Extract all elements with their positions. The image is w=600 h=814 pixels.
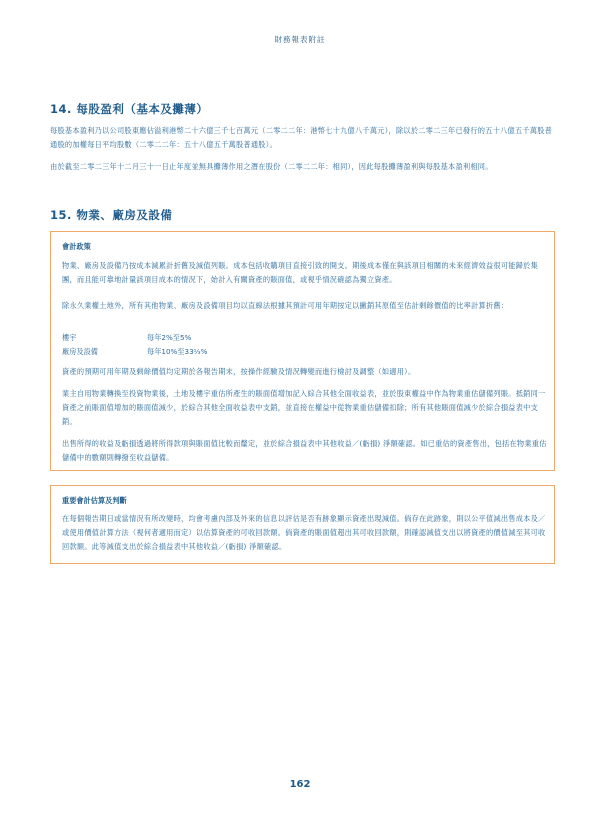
critical-estimates-title: 重要會計估算及判斷	[62, 496, 127, 505]
page-number: 162	[289, 779, 311, 790]
rate-value: 每年10%至33⅓%	[147, 347, 208, 356]
depreciation-rate-row	[62, 347, 207, 357]
accounting-policy-title: 會計政策	[62, 242, 91, 251]
depreciation-rate-row	[62, 333, 191, 343]
policy-paragraph-2: 除永久業權土地外，所有其他物業、廠房及設備項目均以直線法根據其預計可用年期按定以撇銷其原值至估計剩餘價值的比率計算折舊：	[62, 301, 509, 310]
critical-estimates-box	[50, 485, 555, 564]
section-14-title: 14. 每股盈利（基本及攤薄）	[50, 102, 209, 116]
estimates-paragraph: 在每個報告期日或當情況有所改變時，均會考慮內部及外來的信息以評估是否有跡象顯示資產出現減值。倘存在此跡象，則以公平值減出售成本及／或使用價值計算方法（視何者適用而定）以估算資產的可收回款額。倘資產的賬面值超出其可收回款額，則確認減值支出以將資產的價值減至其可收回款額。此等減值支出於綜合損益表中其他收益／(虧損) 淨額確認。	[62, 514, 546, 551]
policy-paragraph-5: 出售所得的收益及虧損透過將所得款項與賬面值比較而釐定，並於綜合損益表中其他收益／(虧損) 淨額確認。如已重估的資產售出，包括在物業重估儲備中的數額則轉撥至收益儲備。	[62, 439, 547, 462]
policy-paragraph-1: 物業、廠房及設備乃按成本減累計折舊及減值列賬。成本包括收購項目直接引致的開支。期後成本僅在與該項目相關的未來經濟效益很可能歸於集團，而且能可靠地計量該項目成本的情況下，始計入有關資產的賬面值，或視乎情況確認為獨立資產。	[62, 261, 539, 284]
rate-asset-name: 樓宇	[62, 333, 77, 342]
policy-paragraph-3: 資產的預期可用年期及剩餘價值均定期於各報告期末，按操作經驗及情況轉變而進行檢討及調整（如適用）。	[62, 367, 416, 376]
rate-value: 每年2%至5%	[147, 333, 192, 342]
section-14-paragraph-1: 每股基本盈利乃以公司股東應佔溢利港幣二十六億三千七百萬元（二零二二年：港幣七十九億八千萬元），除以於二零二三年已發行的五十八億五千萬股普通股的加權每日平均股數（二零二二年：五十八億五千萬股普通股）。	[50, 126, 553, 149]
policy-paragraph-4: 業主自用物業轉換至投資物業後，土地及樓宇重估所產生的賬面值增加記入綜合其他全面收益表，並於股東權益中作為物業重估儲備列賬。抵銷同一資產之前賬面值增加的賬面值減少，於綜合其他全面收益表中支銷，並直接在權益中從物業重估儲備扣除；所有其他賬面值減少於綜合損益表中支銷。	[62, 389, 546, 426]
section-15-title: 15. 物業、廠房及設備	[50, 208, 173, 222]
accounting-policy-box	[50, 231, 555, 471]
section-14-paragraph-2: 由於截至二零二三年十二月三十一日止年度並無具攤薄作用之潛在股份（二零二二年：相同），因此每股攤薄盈利與每股基本盈利相同。	[50, 162, 493, 171]
page-header: 財務報表附註	[274, 35, 326, 44]
rate-asset-name: 廠房及設備	[62, 347, 98, 356]
